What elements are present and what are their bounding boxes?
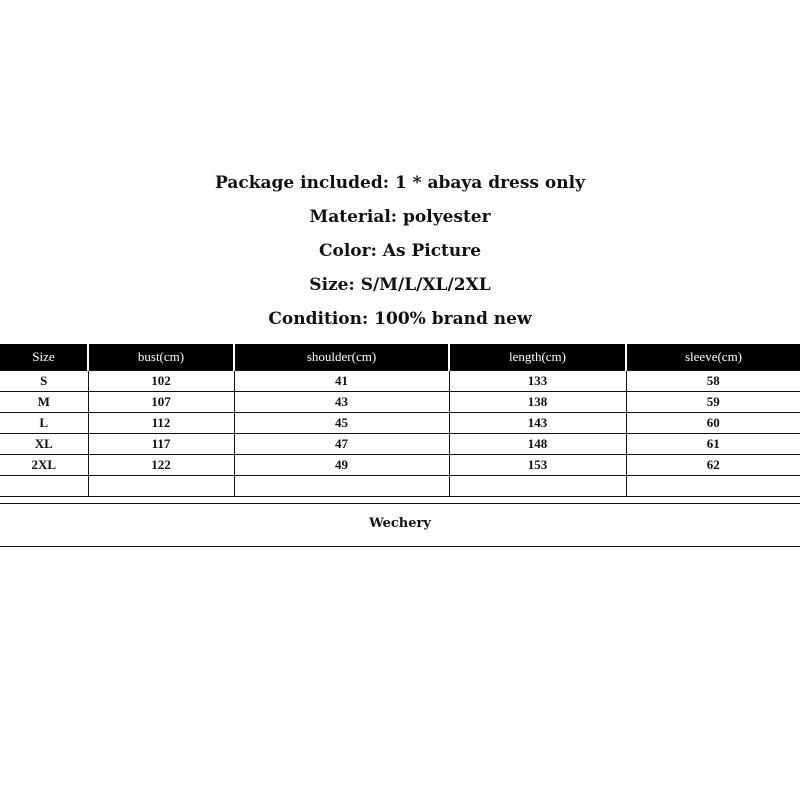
table-row-empty — [0, 476, 800, 497]
cell-sleeve: 61 — [626, 434, 800, 455]
color-line: Color: As Picture — [318, 241, 482, 261]
header-shoulder: shoulder(cm) — [234, 344, 449, 371]
product-info — [0, 170, 800, 340]
header-sleeve: sleeve(cm) — [626, 344, 800, 371]
cell-shoulder: 45 — [234, 413, 449, 434]
table-header-row — [0, 344, 800, 371]
cell-length: 143 — [449, 413, 626, 434]
size-chart-table — [0, 344, 800, 497]
cell-size: XL — [0, 434, 88, 455]
cell-sleeve: 60 — [626, 413, 800, 434]
material-line: Material: polyester — [309, 207, 491, 227]
cell-bust: 117 — [88, 434, 234, 455]
table-row — [0, 413, 800, 434]
table-row — [0, 392, 800, 413]
header-bust: bust(cm) — [88, 344, 234, 371]
cell-sleeve — [626, 476, 800, 497]
cell-bust: 122 — [88, 455, 234, 476]
brand-footer — [0, 503, 800, 547]
cell-shoulder — [234, 476, 449, 497]
brand-name: Wechery — [369, 516, 431, 531]
cell-shoulder: 49 — [234, 455, 449, 476]
cell-bust: 102 — [88, 371, 234, 392]
cell-length — [449, 476, 626, 497]
cell-sleeve: 59 — [626, 392, 800, 413]
cell-size: 2XL — [0, 455, 88, 476]
cell-size: L — [0, 413, 88, 434]
condition-line: Condition: 100% brand new — [268, 309, 532, 329]
header-size: Size — [0, 344, 88, 371]
cell-size — [0, 476, 88, 497]
header-length: length(cm) — [449, 344, 626, 371]
cell-size: S — [0, 371, 88, 392]
cell-bust: 112 — [88, 413, 234, 434]
cell-bust — [88, 476, 234, 497]
cell-length: 153 — [449, 455, 626, 476]
cell-length: 133 — [449, 371, 626, 392]
cell-sleeve: 62 — [626, 455, 800, 476]
table-row — [0, 371, 800, 392]
cell-shoulder: 41 — [234, 371, 449, 392]
package-line: Package included: 1 * abaya dress only — [215, 173, 585, 193]
cell-size: M — [0, 392, 88, 413]
size-line: Size: S/M/L/XL/2XL — [309, 275, 491, 295]
cell-bust: 107 — [88, 392, 234, 413]
cell-sleeve: 58 — [626, 371, 800, 392]
table-row — [0, 455, 800, 476]
cell-length: 138 — [449, 392, 626, 413]
cell-length: 148 — [449, 434, 626, 455]
cell-shoulder: 43 — [234, 392, 449, 413]
cell-shoulder: 47 — [234, 434, 449, 455]
table-row — [0, 434, 800, 455]
